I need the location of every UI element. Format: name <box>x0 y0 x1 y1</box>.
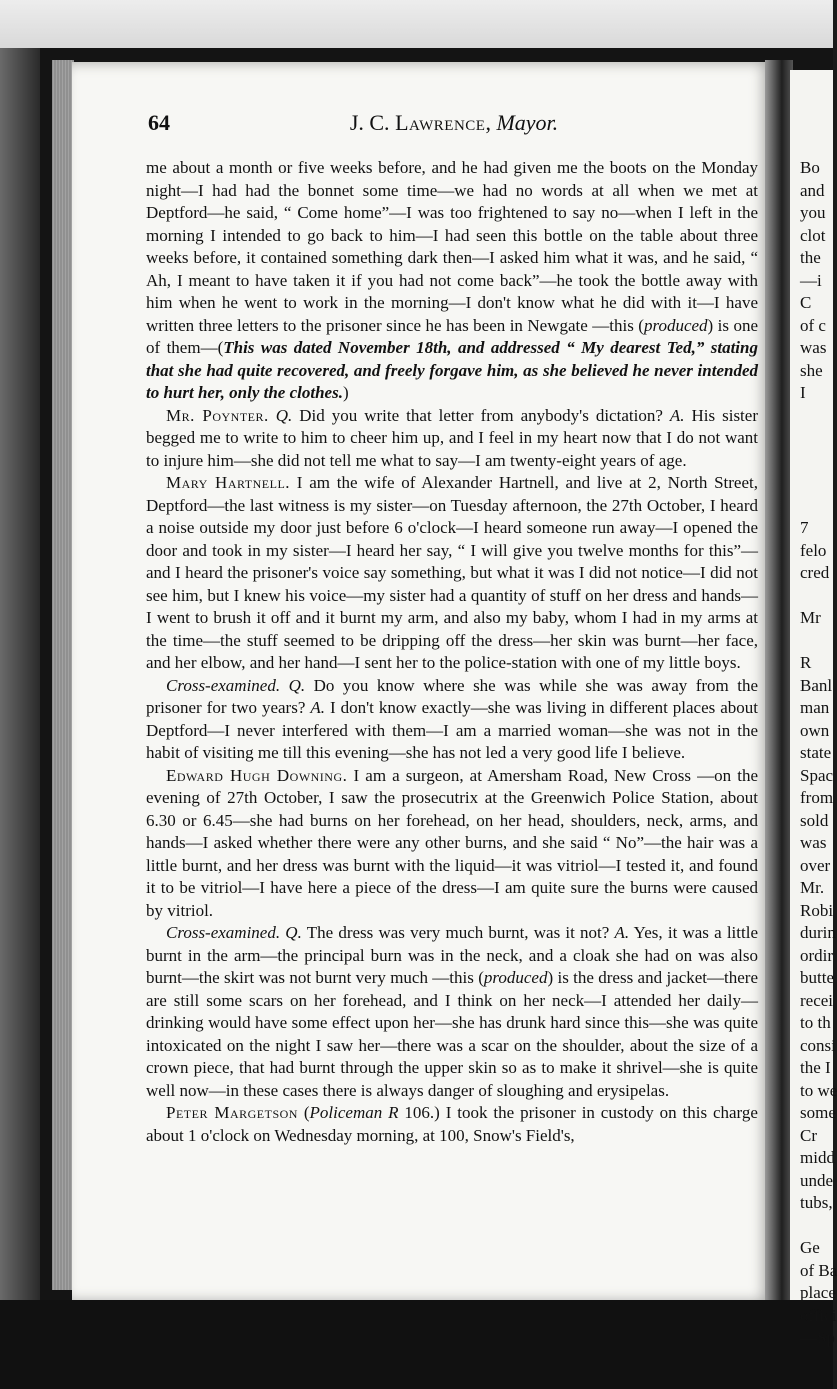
facing-page-fragment: Spac <box>800 765 834 785</box>
speaker-name: Edward Hugh Downing. <box>166 765 348 785</box>
speaker-name: Mr. Poynter. <box>166 405 269 425</box>
facing-page-fragment: sold <box>800 810 829 830</box>
answer-marker: A. <box>614 923 630 942</box>
book-cover-edge <box>0 48 40 1389</box>
facing-page-fragment: you <box>800 203 826 222</box>
facing-page-fragment: state <box>800 743 832 762</box>
facing-page-fragment: man <box>800 698 830 717</box>
facing-page-fragment: C <box>800 293 812 312</box>
scanner-background-top <box>0 0 833 48</box>
facing-page-fragment: unde <box>800 1170 834 1190</box>
facing-page-fragment: I <box>800 383 806 402</box>
text-run: Yes, it was a little burnt in the arm—the principal burn was in the neck, and a cloak she had on was also burnt—the skirt was not burnt very much —this ( <box>146 923 758 987</box>
text-run: His sister begged me to write to him to cheer him up, and I feel in my heart now that I do not want to injure him—she did not tell me what to say—I am twenty-eight years of age. <box>146 405 758 470</box>
facing-page-fragment: —Sp <box>800 1328 835 1347</box>
text-run: The dress was very much burnt, was it not? <box>301 923 615 942</box>
facing-page-fragment: Banl <box>800 675 833 695</box>
facing-page-fragment: was <box>800 833 827 852</box>
facing-page-fragment: tubs, <box>800 1193 833 1212</box>
facing-page-fragment <box>800 427 833 450</box>
facing-page-fragment <box>800 405 833 428</box>
text-run: Did you write that letter from anybody's dictation? <box>292 405 670 425</box>
facing-page-fragments <box>800 157 837 1350</box>
facing-page-fragment: own <box>800 720 830 740</box>
text-run-italic: produced <box>483 968 548 987</box>
cross-examined-label: Cross-examined. <box>166 923 281 942</box>
facing-page-fragment: and <box>800 180 825 200</box>
facing-page-fragment: Mr <box>800 608 821 627</box>
facing-page-fragment: of c <box>800 315 826 335</box>
facing-page-fragment: the <box>800 248 821 267</box>
text-run: I took the prisoner in custody on this charge about 1 o'clock on Wednesday morning, at 100, Snow's Field's, <box>146 1103 758 1145</box>
facing-page-fragment <box>800 450 833 473</box>
paragraph-hartnell-cross <box>146 675 758 765</box>
facing-page-fragment: felo <box>800 540 827 560</box>
facing-page-fragment: butte <box>800 968 834 987</box>
facing-page-fragment: durin <box>800 923 836 942</box>
facing-page-fragment: Cr <box>800 1125 817 1145</box>
running-title-prefix: J. C. <box>349 110 396 135</box>
facing-page-fragment: she <box>800 360 823 380</box>
running-title-suffix: , <box>485 110 497 135</box>
question-marker: Q. <box>288 675 306 695</box>
facing-page-fragment: the I <box>800 1058 831 1077</box>
facing-page-fragment: to we <box>800 1080 837 1100</box>
facing-page-fragment: —i <box>800 270 822 290</box>
facing-page-fragment: R <box>800 653 812 672</box>
answer-marker: A. <box>310 698 325 717</box>
page-number: 64 <box>148 110 170 135</box>
page-header <box>148 110 760 140</box>
text-run: I am a surgeon, at Amersham Road, New Cross —on the evening of 27th October, I saw the prosecutrix at the Greenwich Police Station, about 6.30 or 6.45—she had burns on her forehead, on her head, shoulders, neck, arms, and hands—I asked whether there were any other burns, and she said “ No”—the hair was a little burnt, and her dress was burnt with the liquid—it was vitriol—I tested it, and found it to be vitriol—I have here a piece of the dress—I am quite sure the burns were caused by vitriol. <box>146 765 758 920</box>
paragraph-margetson <box>146 1102 758 1147</box>
facing-page-fragment: was <box>800 338 827 357</box>
facing-page-fragment <box>800 495 833 518</box>
paragraph-poynter <box>146 405 758 473</box>
text-run-italic: produced <box>643 315 708 335</box>
facing-page-fragment: offici <box>800 1305 837 1325</box>
facing-page-fragment: of Ba <box>800 1260 837 1280</box>
scanner-background-bottom <box>0 1300 837 1389</box>
facing-page-fragment <box>800 630 833 653</box>
answer-marker: A. <box>669 405 685 425</box>
facing-page-fragment: consi <box>800 1035 836 1055</box>
running-title-name: Lawrence <box>395 110 486 135</box>
facing-page-fragment: Bo <box>800 158 820 177</box>
cross-examined-label: Cross-examined. <box>166 675 281 695</box>
text-run: ( <box>297 1103 310 1122</box>
facing-page-fragment: place <box>800 1283 836 1302</box>
text-run: 106.) <box>398 1103 440 1122</box>
facing-page-fragment: over <box>800 855 831 875</box>
page-edges <box>52 60 74 1290</box>
page-body <box>146 157 758 1147</box>
facing-page-fragment: Robi <box>800 900 834 920</box>
paragraph-downing-cross <box>146 922 758 1102</box>
facing-page-fragment: midd <box>800 1148 835 1167</box>
facing-page-fragment: Mr. <box>800 878 825 897</box>
text-run: me about a month or five weeks before, and he had given me the boots on the Monday night—I had had the bonnet some time—we had no words at all when we met at Deptford—he said, “ Come home”—I was too frightened to say no—when I left in the morning I intended to go back to him—I had seen this bottle on the table about three weeks before, it contained something dark then—I asked him what it was, and he said, “ Ah, I meant to have taken it if you had not come back”—he took the bottle away with him when he went to work in the morning—I don't know what he did with it—I have written three letters to the prisoner since he has been in Newgate —this ( <box>146 158 758 335</box>
facing-page-fragment <box>800 1215 833 1238</box>
facing-page-fragment <box>800 472 833 495</box>
facing-page-fragment: to th <box>800 1013 831 1032</box>
facing-page-fragment <box>800 585 833 608</box>
speaker-name: Peter Margetson <box>166 1103 298 1122</box>
question-marker: Q. <box>285 923 302 942</box>
speaker-name: Mary Hartnell. <box>166 473 291 492</box>
paragraph-hartnell <box>146 472 758 675</box>
text-run: I am the wife of Alexander Hartnell, and live at 2, North Street, Deptford—the last witness is my sister—on Tuesday afternoon, the 27th October, I heard a noise outside my door just before 6 o'clock—I heard someone run away—I opened the door and took in my sister—I heard her say, “ I will give you twelve months for this”—and I heard the prisoner's voice say something, but what it was I did not notice—I did not see him, but I knew his voice—my sister had a quantity of stuff on her dress and hands—I went to brush it off and it burnt my arm, and also my baby, whom I had in my arms at the time—the stuff seemed to be dripping off the dress—her skin was burnt—her face, and her elbow, and her hand—I sent her to the police-station with one of my little boys. <box>146 473 758 672</box>
running-title-mayor: Mayor. <box>496 110 559 135</box>
text-run: Do you know where she was while she was away from the prisoner for two years? <box>146 675 759 717</box>
question-marker: Q. <box>275 405 293 425</box>
paragraph-downing <box>146 765 758 923</box>
facing-page-fragment: from <box>800 788 834 807</box>
text-run: ) <box>342 383 349 402</box>
facing-page-fragment: recei <box>800 990 834 1010</box>
text-run: ) is the dress and jacket—there are still some scars on her forehead, and I think on her neck—I attended her daily—drinking would have some effect upon her—she has drunk hard since this—she was quite intoxicated on the night I saw her—there was a scar on the shoulder, about the size of a crown piece, that had burnt through the upper skin so as to make it shrivel—she is quite well now—in these cases there is always danger of sloughing and erysipelas. <box>146 968 759 1100</box>
facing-page-fragment: ordir <box>800 945 834 965</box>
text-run: ) is one of them—( <box>146 315 758 357</box>
facing-page-fragment: cred <box>800 563 830 582</box>
facing-page-fragment: some <box>800 1103 836 1122</box>
facing-page-fragment: clot <box>800 225 826 245</box>
paragraph-continuation <box>146 157 758 405</box>
letter-note-italic: This was dated November 18th, and addressed “ My dearest Ted,” stating that she had quite recovered, and freely forgave him, as she believed he never intended to hurt her, only the clothes. <box>146 338 758 402</box>
text-run-italic: Policeman R <box>309 1103 399 1122</box>
facing-page-fragment: 7 <box>800 518 809 537</box>
book-gutter <box>765 60 793 1320</box>
text-run: I don't know exactly—she was living in different places about Deptford—I never interfered with them—I am a married woman—she was not in the habit of visiting me till this evening—she has not led a very good life I believe. <box>146 698 758 762</box>
running-title <box>148 110 760 136</box>
facing-page-fragment: Ge <box>800 1238 820 1257</box>
